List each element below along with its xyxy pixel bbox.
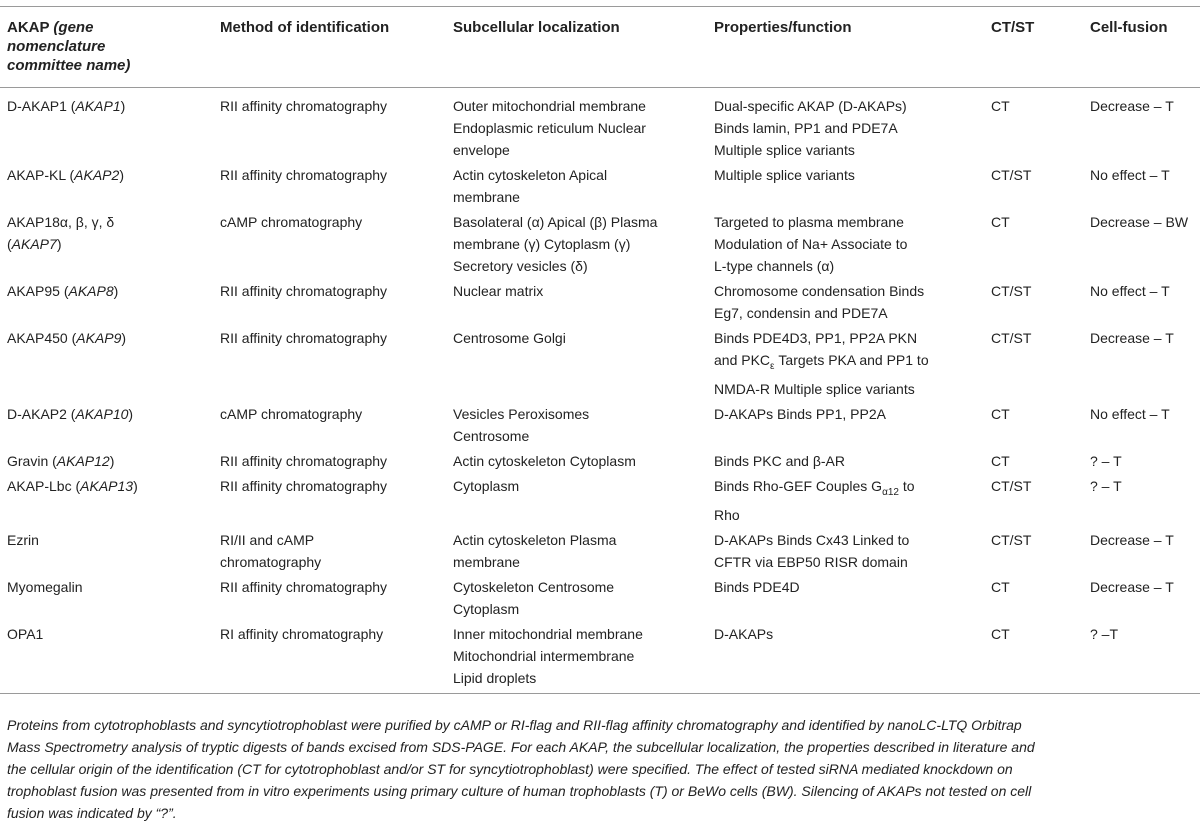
cell-akap-name xyxy=(0,447,212,472)
cell-method-line: RII affinity chromatography xyxy=(220,98,388,114)
table-row xyxy=(0,277,1200,324)
akap-name-line xyxy=(7,211,204,233)
akap-name-part: ) xyxy=(120,98,126,114)
akap-name-part: AKAP18α, β, γ, δ xyxy=(7,214,115,230)
table-row xyxy=(0,161,1200,208)
cell-properties-line: Dual-specific AKAP (D-AKAPs) xyxy=(714,98,907,114)
akap-name-line xyxy=(7,233,204,255)
cell-localization xyxy=(445,526,706,573)
cell-ctst: CT xyxy=(991,578,1010,595)
cell-properties xyxy=(706,161,983,208)
cell-localization xyxy=(445,277,706,324)
header-properties: Properties/function xyxy=(714,19,852,36)
cell-localization xyxy=(445,447,706,472)
header-akap xyxy=(0,7,212,88)
akap-name-part: ) xyxy=(113,283,119,299)
cell-properties-line: Eg7, condensin and PDE7A xyxy=(714,305,888,321)
cell-localization-line: Actin cytoskeleton Apical xyxy=(453,167,608,183)
footnote-line: Proteins from cytotrophoblasts and syncytiotrophoblast were purified by cAMP or RI-flag and RII-flag affinity chromatography and identified by nanoLC-LTQ Orbitrap xyxy=(7,717,1022,733)
cell-method-line: cAMP chromatography xyxy=(220,214,363,230)
cell-ctst: CT xyxy=(991,98,1010,114)
cell-localization-line: Endoplasmic reticulum Nuclear xyxy=(453,120,646,136)
cell-localization xyxy=(445,620,706,694)
cell-akap-name xyxy=(0,400,212,447)
table-row xyxy=(0,447,1200,472)
cell-localization-line: Outer mitochondrial membrane xyxy=(453,98,646,114)
cell-ctst: CT/ST xyxy=(991,330,1032,346)
akap-table xyxy=(0,6,1200,694)
cell-ctst: CT/ST xyxy=(991,477,1032,494)
header-ctst: CT/ST xyxy=(991,19,1035,36)
cell-fusion: Decrease – T xyxy=(1090,98,1174,114)
cell-method-line: RII affinity chromatography xyxy=(220,452,388,469)
cell-fusion: Decrease – T xyxy=(1090,578,1174,595)
cell-properties-line: Binds PDE4D xyxy=(714,578,800,595)
table-row xyxy=(0,324,1200,400)
akap-name-line xyxy=(7,403,204,425)
cell-akap-name xyxy=(0,573,212,620)
cell-properties xyxy=(706,447,983,472)
footnote-line: the cellular origin of the identification (CT for cytotrophoblast and/or ST for syncytiotrophoblast) were specified. The effect of tested siRNA mediated knockdown on xyxy=(7,761,1013,777)
akap-name-part: ) xyxy=(128,405,134,422)
cell-method-line: RII affinity chromatography xyxy=(220,283,388,299)
cell-localization-line: Secretory vesicles (δ) xyxy=(453,258,588,274)
cell-localization-line: Actin cytoskeleton Cytoplasm xyxy=(453,452,636,469)
cell-method xyxy=(212,620,445,694)
akap-name-part: ( xyxy=(7,236,12,252)
header-method: Method of identification xyxy=(220,19,390,36)
cell-localization-line: Mitochondrial intermembrane xyxy=(453,647,635,664)
cell-method xyxy=(212,324,445,400)
cell-localization xyxy=(445,573,706,620)
table-row xyxy=(0,400,1200,447)
cell-localization-line: Centrosome Golgi xyxy=(453,330,566,346)
cell-ctst: CT xyxy=(991,452,1010,469)
cell-localization-line: Vesicles Peroxisomes xyxy=(453,405,590,422)
cell-properties xyxy=(706,208,983,277)
cell-localization xyxy=(445,472,706,526)
cell-fusion: No effect – T xyxy=(1090,405,1170,422)
akap-name-line xyxy=(7,280,204,302)
cell-properties-line: L-type channels (α) xyxy=(714,258,835,274)
akap-name-part: ) xyxy=(133,477,138,494)
cell-properties-line: CFTR via EBP50 RISR domain xyxy=(714,553,908,570)
header-row xyxy=(0,7,1200,88)
cell-ctst: CT/ST xyxy=(991,167,1032,183)
cell-fusion: Decrease – T xyxy=(1090,531,1174,548)
cell-fusion: No effect – T xyxy=(1090,167,1170,183)
akap-name-part: AKAP10 xyxy=(75,405,129,422)
footnote-line: fusion was indicated by “?”. xyxy=(7,805,177,821)
akap-name-part: AKAP-Lbc ( xyxy=(7,477,81,494)
cell-properties xyxy=(706,277,983,324)
table-row xyxy=(0,208,1200,277)
akap-name-part: AKAP95 ( xyxy=(7,283,69,299)
cell-localization-line: Basolateral (α) Apical (β) Plasma xyxy=(453,214,658,230)
akap-name-line xyxy=(7,576,204,598)
cell-method-line: chromatography xyxy=(220,553,322,570)
cell-localization-line: Cytoplasm xyxy=(453,600,520,617)
cell-localization-line: membrane (γ) Cytoplasm (γ) xyxy=(453,236,631,252)
akap-name-line xyxy=(7,95,204,117)
akap-name-line xyxy=(7,623,204,645)
table-row xyxy=(0,88,1200,162)
cell-fusion: ? – T xyxy=(1090,452,1122,469)
cell-properties xyxy=(706,88,983,162)
cell-properties-line: Targeted to plasma membrane xyxy=(714,214,904,230)
akap-name-part: AKAP450 ( xyxy=(7,330,77,346)
cell-ctst: CT xyxy=(991,625,1010,642)
cell-fusion: Decrease – BW xyxy=(1090,214,1189,230)
cell-properties-line: D-AKAPs Binds PP1, PP2A xyxy=(714,405,886,422)
table-row xyxy=(0,472,1200,526)
cell-akap-name xyxy=(0,324,212,400)
akap-name-part: D-AKAP1 ( xyxy=(7,98,76,114)
cell-properties xyxy=(706,472,983,526)
cell-method-line: RII affinity chromatography xyxy=(220,578,388,595)
cell-method-line: RII affinity chromatography xyxy=(220,477,388,494)
cell-method-line: RII affinity chromatography xyxy=(220,330,388,346)
cell-method xyxy=(212,277,445,324)
header-akap-note-3: committee name) xyxy=(7,57,131,74)
akap-name-part: ) xyxy=(119,167,124,183)
header-akap-note-2: nomenclature xyxy=(7,38,106,55)
cell-fusion: ? – T xyxy=(1090,477,1122,494)
cell-method xyxy=(212,573,445,620)
cell-localization xyxy=(445,161,706,208)
footnote-line: trophoblast fusion was presented from in vitro experiments using primary culture of human trophoblasts (T) or BeWo cells (BW). Silencing of AKAPs not tested on cell xyxy=(7,783,1032,799)
cell-method-line: RII affinity chromatography xyxy=(220,167,388,183)
cell-localization-line: Lipid droplets xyxy=(453,669,537,686)
akap-name-part: AKAP12 xyxy=(56,452,110,469)
cell-ctst: CT xyxy=(991,214,1010,230)
akap-name-line xyxy=(7,164,204,186)
footnote-line: Mass Spectrometry analysis of tryptic digests of bands excised from SDS-PAGE. For each AKAP, the subcellular localization, the properties described in literature and xyxy=(7,739,1035,755)
header-cell-fusion: Cell-fusion xyxy=(1090,19,1168,36)
cell-method xyxy=(212,472,445,526)
cell-properties-line: Modulation of Na+ Associate to xyxy=(714,236,908,252)
cell-method xyxy=(212,88,445,162)
cell-method xyxy=(212,447,445,472)
cell-akap-name xyxy=(0,277,212,324)
header-akap-label: AKAP xyxy=(7,19,50,36)
akap-name-part: ) xyxy=(56,236,62,252)
cell-localization-line: membrane xyxy=(453,189,520,205)
cell-properties-line: NMDA-R Multiple splice variants xyxy=(714,380,915,397)
cell-ctst: CT/ST xyxy=(991,283,1032,299)
akap-name-line xyxy=(7,327,204,349)
cell-properties xyxy=(706,400,983,447)
cell-properties-line: Chromosome condensation Binds xyxy=(714,283,925,299)
akap-name-part: AKAP-KL ( xyxy=(7,167,75,183)
cell-properties-line: Rho xyxy=(714,506,740,523)
cell-method-line: RI affinity chromatography xyxy=(220,625,384,642)
akap-name-part: Ezrin xyxy=(7,531,39,548)
akap-name-line xyxy=(7,529,204,551)
cell-method xyxy=(212,400,445,447)
cell-localization-line: Cytoplasm xyxy=(453,477,520,494)
cell-akap-name xyxy=(0,208,212,277)
cell-localization-line: envelope xyxy=(453,142,510,158)
cell-localization-line: Centrosome xyxy=(453,427,530,444)
akap-name-part: OPA1 xyxy=(7,625,44,642)
cell-properties xyxy=(706,526,983,573)
cell-localization xyxy=(445,324,706,400)
cell-localization-line: Actin cytoskeleton Plasma xyxy=(453,531,617,548)
akap-name-part: Gravin ( xyxy=(7,452,57,469)
cell-properties-line: Multiple splice variants xyxy=(714,167,855,183)
akap-name-part: D-AKAP2 ( xyxy=(7,405,76,422)
header-akap-note-1: (gene xyxy=(53,19,94,36)
cell-localization-line: Cytoskeleton Centrosome xyxy=(453,578,615,595)
cell-localization-line: membrane xyxy=(453,553,520,570)
cell-properties-line: Binds Rho-GEF Couples $G_{\alpha 12}$ to xyxy=(714,477,915,498)
akap-name-part: AKAP7 xyxy=(11,236,57,252)
cell-fusion: Decrease – T xyxy=(1090,330,1174,346)
akap-name-part: AKAP1 xyxy=(75,98,121,114)
cell-localization-line: Nuclear matrix xyxy=(453,283,544,299)
akap-name-part: AKAP9 xyxy=(76,330,122,346)
cell-fusion: No effect – T xyxy=(1090,283,1170,299)
header-localization: Subcellular localization xyxy=(453,19,620,36)
cell-akap-name xyxy=(0,161,212,208)
cell-properties xyxy=(706,620,983,694)
cell-method-line: cAMP chromatography xyxy=(220,405,363,422)
cell-localization xyxy=(445,88,706,162)
cell-properties-line: Binds PKC and β-AR xyxy=(714,452,845,469)
akap-name-part: AKAP8 xyxy=(68,283,114,299)
cell-method-line: RI/II and cAMP xyxy=(220,531,315,548)
cell-localization xyxy=(445,400,706,447)
akap-name-part: AKAP13 xyxy=(80,477,134,494)
table-row xyxy=(0,573,1200,620)
cell-properties-line: Binds PDE4D3, PP1, PP2A PKN xyxy=(714,330,918,346)
cell-properties-line: D-AKAPs Binds Cx43 Linked to xyxy=(714,531,910,548)
akap-name-part: Myomegalin xyxy=(7,578,83,595)
cell-ctst: CT/ST xyxy=(991,531,1032,548)
akap-name-line xyxy=(7,450,204,472)
cell-properties xyxy=(706,573,983,620)
akap-name-part: ) xyxy=(109,452,115,469)
cell-properties-line: D-AKAPs xyxy=(714,625,774,642)
cell-method xyxy=(212,526,445,573)
cell-ctst: CT xyxy=(991,405,1010,422)
cell-method xyxy=(212,208,445,277)
table-footnote xyxy=(7,714,1195,824)
cell-localization-line: Inner mitochondrial membrane xyxy=(453,625,643,642)
cell-properties-line: Binds lamin, PP1 and PDE7A xyxy=(714,120,898,136)
cell-akap-name xyxy=(0,472,212,526)
table-row xyxy=(0,620,1200,694)
cell-akap-name xyxy=(0,526,212,573)
akap-name-part: ) xyxy=(121,330,127,346)
cell-properties xyxy=(706,324,983,400)
cell-akap-name xyxy=(0,620,212,694)
cell-properties-line: and $PKC_\varepsilon$ Targets PKA and PP1 to xyxy=(714,352,929,372)
akap-name-line xyxy=(7,475,204,497)
cell-fusion: ? –T xyxy=(1090,625,1119,642)
akap-name-part: AKAP2 xyxy=(74,167,120,183)
cell-localization xyxy=(445,208,706,277)
cell-akap-name xyxy=(0,88,212,162)
cell-properties-line: Multiple splice variants xyxy=(714,142,855,158)
cell-method xyxy=(212,161,445,208)
table-row xyxy=(0,526,1200,573)
